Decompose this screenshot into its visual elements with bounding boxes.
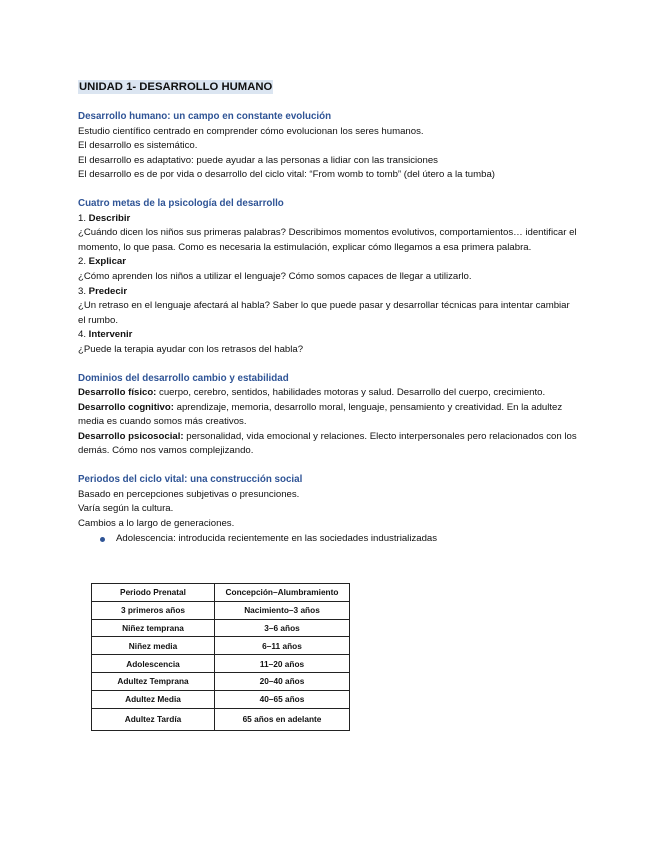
section-heading: Dominios del desarrollo cambio y estabilidad	[78, 372, 289, 384]
bullet-icon	[100, 537, 105, 542]
table-cell: Concepción–Alumbramiento	[215, 584, 350, 602]
section-desarrollo-humano	[78, 110, 578, 183]
section-dominios	[78, 372, 578, 460]
table-cell: Adultez Temprana	[92, 672, 215, 690]
bullet-item: Adolescencia: introducida recientemente en las sociedades industrializadas	[78, 532, 578, 547]
paragraph-line: El desarrollo es de por vida o desarrollo del ciclo vital: “From womb to tomb” (del útero a la tumba)	[78, 169, 495, 181]
page-title: UNIDAD 1- DESARROLLO HUMANO	[79, 81, 273, 93]
goal-title: 3. Predecir	[78, 285, 128, 297]
table-cell: Adolescencia	[92, 655, 215, 673]
goal-text: ¿Cuándo dicen los niños sus primeras palabras? Describimos momentos evolutivos, comportamientos… identificar el momento, lo que pasa. Como es necesaria la estimulación, explicar cómo llegamos a esa primera palabra.	[78, 227, 577, 253]
table-row	[92, 601, 350, 619]
table-cell: Periodo Prenatal	[92, 584, 215, 602]
section-metas	[78, 197, 578, 358]
section-heading: Cuatro metas de la psicología del desarrollo	[78, 197, 284, 209]
table-cell: Niñez media	[92, 637, 215, 655]
domain-item: Desarrollo cognitivo: aprendizaje, memoria, desarrollo moral, lenguaje, pensamiento y creatividad. En la adultez media es cuando somos más creativos.	[78, 401, 563, 428]
domain-item: Desarrollo psicosocial: personalidad, vida emocional y relaciones. Electo interpersonales pero relacionados con los demás. Cómo nos vamos complejizando.	[78, 430, 577, 457]
table-cell: Adultez Media	[92, 690, 215, 708]
paragraph-line: El desarrollo es adaptativo: puede ayudar a las personas a lidiar con las transiciones	[78, 154, 438, 166]
paragraph-line: Cambios a lo largo de generaciones.	[78, 517, 235, 529]
table-row	[92, 584, 350, 602]
table-cell: 11–20 años	[215, 655, 350, 673]
paragraph-line: Varía según la cultura.	[78, 503, 174, 515]
goal-title: 1. Describir	[78, 212, 131, 224]
table-cell: 20–40 años	[215, 672, 350, 690]
table-cell: 40–65 años	[215, 690, 350, 708]
table-row	[92, 708, 350, 730]
domain-item: Desarrollo físico: cuerpo, cerebro, sentidos, habilidades motoras y salud. Desarrollo del cuerpo, crecimiento.	[78, 387, 546, 399]
goal-title: 2. Explicar	[78, 256, 127, 268]
paragraph-line: Basado en percepciones subjetivas o presunciones.	[78, 488, 300, 500]
section-periodos	[78, 473, 578, 547]
section-heading: Periodos del ciclo vital: una construcción social	[78, 474, 303, 486]
paragraph-line: Estudio científico centrado en comprender cómo evolucionan los seres humanos.	[78, 125, 424, 137]
table-row	[92, 690, 350, 708]
section-heading: Desarrollo humano: un campo en constante evolución	[78, 111, 332, 122]
table-cell: 3 primeros años	[92, 601, 215, 619]
table-cell: Niñez temprana	[92, 619, 215, 637]
table-row	[92, 655, 350, 673]
table-cell: 6–11 años	[215, 637, 350, 655]
table-row	[92, 637, 350, 655]
periods-table	[91, 583, 350, 731]
table-row	[92, 672, 350, 690]
table-cell: Nacimiento–3 años	[215, 601, 350, 619]
table-cell: 65 años en adelante	[215, 708, 350, 730]
goal-text: ¿Cómo aprenden los niños a utilizar el lenguaje? Cómo somos capaces de llegar a utilizarlo.	[78, 270, 472, 282]
paragraph-line: El desarrollo es sistemático.	[78, 140, 198, 152]
table-row	[92, 619, 350, 637]
goal-title: 4. Intervenir	[78, 329, 133, 341]
table-cell: 3–6 años	[215, 619, 350, 637]
table-cell: Adultez Tardía	[92, 708, 215, 730]
document-page	[78, 80, 578, 561]
goal-text: ¿Un retraso en el lenguaje afectará al habla? Saber lo que puede pasar y desarrollar técnicas para intentar cambiar el rumbo.	[78, 300, 570, 326]
goal-text: ¿Puede la terapia ayudar con los retrasos del habla?	[78, 343, 304, 355]
